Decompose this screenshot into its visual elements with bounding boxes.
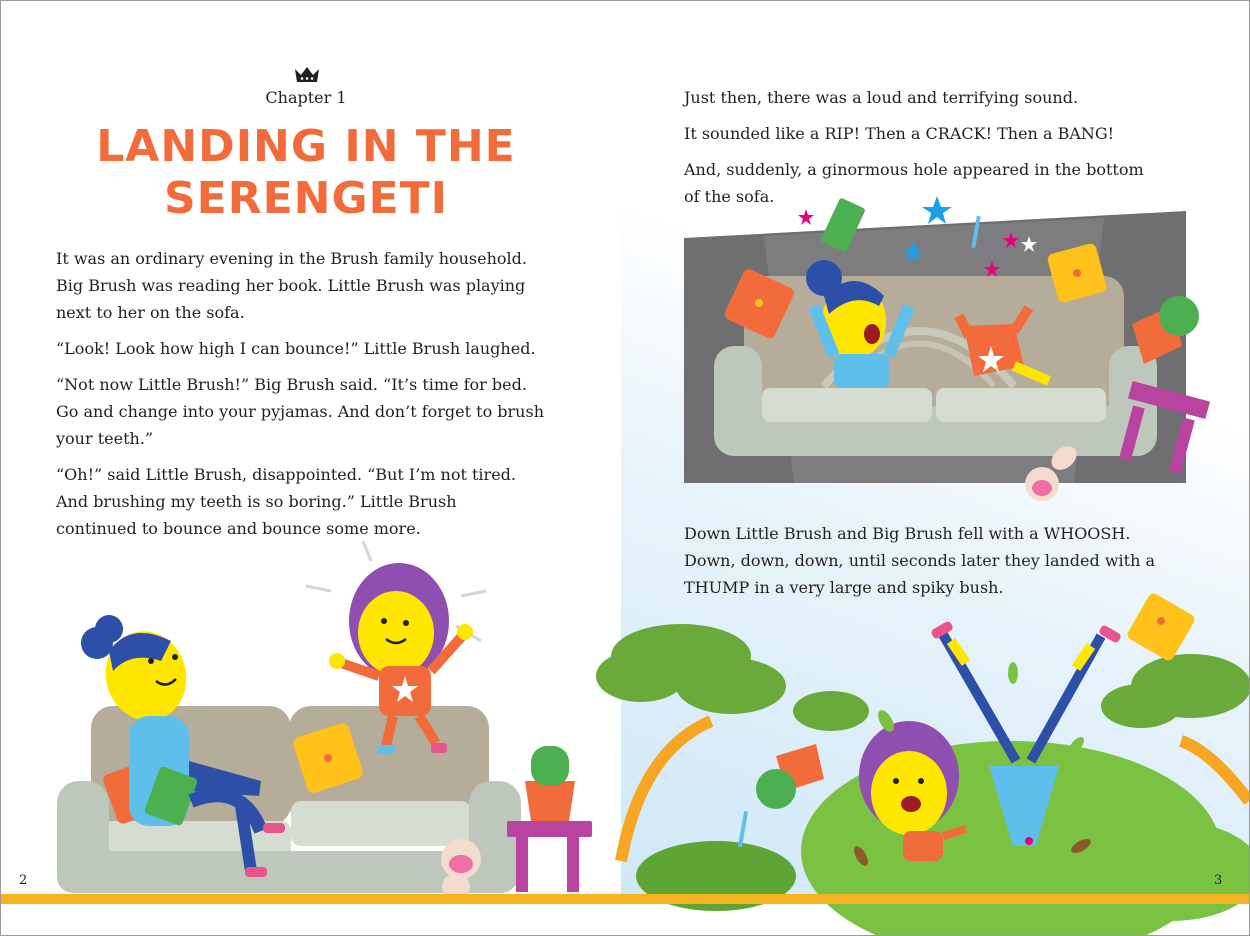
right-paragraph-2: It sounded like a RIP! Then a CRACK! Then a BANG! (684, 124, 1115, 143)
crown-icon (294, 65, 320, 83)
chapter-label: Chapter 1 (265, 88, 347, 107)
right-paragraph-3: And, suddenly, a ginormous hole appeared in the bottom of the sofa. (684, 160, 1144, 206)
ground-strip (1, 894, 1249, 904)
page-number-left: 2 (19, 873, 28, 888)
page-number-right: 3 (1214, 873, 1223, 888)
landing-in-bush-illustration (621, 601, 1249, 896)
sofa-rip-illustration (684, 196, 1214, 501)
left-paragraph-2: “Look! Look how high I can bounce!” Little Brush laughed. (56, 339, 536, 358)
chapter-title (96, 121, 516, 225)
left-paragraph-4: “Oh!” said Little Brush, disappointed. “But I’m not tired. And brushing my teeth is so boring.” Little Brush continued to bounce and bounce some more. (56, 465, 516, 538)
chapter-title-line-1: LANDING IN THE (96, 121, 516, 172)
left-paragraph-1: It was an ordinary evening in the Brush family household. Big Brush was reading her book. Little Brush was playing next to her on the sofa. (56, 249, 527, 322)
right-paragraph-4: Down Little Brush and Big Brush fell with a WHOOSH. Down, down, down, until seconds later they landed with a THUMP in a very large and spiky bush. (684, 524, 1155, 597)
right-paragraph-1: Just then, there was a loud and terrifying sound. (684, 88, 1079, 107)
chapter-title-line-2: SERENGETI (163, 173, 449, 224)
left-paragraph-3: “Not now Little Brush!” Big Brush said. “It’s time for bed. Go and change into your pyjamas. And don’t forget to brush your teeth.” (56, 375, 544, 448)
living-room-illustration (1, 531, 621, 896)
